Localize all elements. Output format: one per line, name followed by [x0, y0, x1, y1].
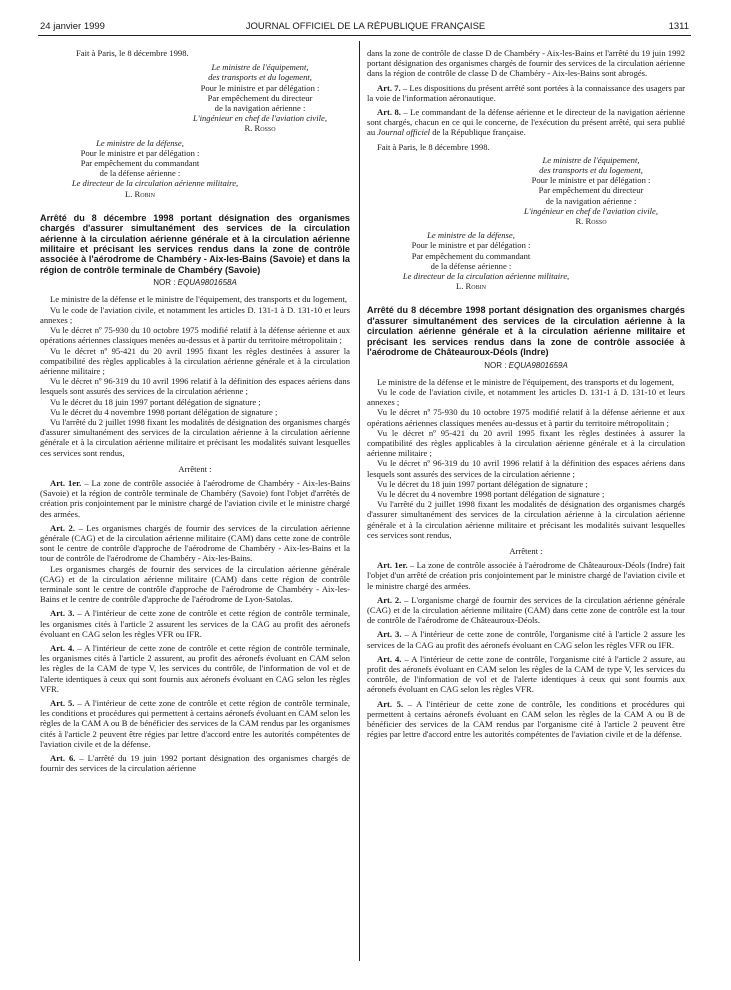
- article: Art. 6. – L'arrêté du 19 juin 1992 portant désignation des organismes chargés de fournir des services de la circulation aérienne: [40, 753, 351, 774]
- signature-line: Le ministre de l'équipement,: [542, 154, 640, 165]
- signature-block-defense: [367, 230, 685, 291]
- header-date: 24 janvier 1999: [40, 21, 105, 32]
- visa-item: Le ministre de la défense et le ministre de l'équipement, des transports et du logement,: [377, 376, 674, 387]
- articles-list: [367, 560, 685, 739]
- article: Art. 4. – A l'intérieur de cette zone de contrôle et cette région de contrôle terminale, les organismes cités à l'article 2 assurent, au profit des aéronefs évoluant en CAM selon les règles de la CAM de type V, les services du contrôle, de l'information de vol et de l'alerte identiques à ceux qui sont fournis aux aéronefs évoluant en CAG selon les règles VFR.: [40, 642, 351, 694]
- arretent: Arrêtent :: [509, 545, 543, 556]
- article: Art. 3. – A l'intérieur de cette zone de contrôle, l'organisme cité à l'article 2 assure les services de la CAG au profit des aéronefs évoluant en CAG selon les règles VFR ou IFR.: [367, 629, 686, 650]
- signature-line: Le ministre de la défense,: [427, 230, 515, 241]
- signatory-name: R. Rosso: [575, 216, 607, 227]
- page-header: [0, 0, 731, 40]
- signature-line: Pour le ministre et par délégation :: [531, 175, 651, 186]
- article: Art. 7. – Les dispositions du présent arrêté sont portées à la connaissance des usagers par la voie de l'information aéronautique.: [367, 82, 685, 103]
- signature-line: Le directeur de la circulation aérienne militaire,: [71, 178, 239, 189]
- signature-line: Par empêchement du directeur: [207, 92, 313, 103]
- page-number: 1311: [668, 21, 689, 32]
- signature-line: Le directeur de la circulation aérienne militaire,: [402, 271, 570, 282]
- articles-list: [40, 478, 350, 773]
- signature-line: Par empêchement du directeur: [538, 185, 644, 196]
- signature-line: L'ingénieur en chef de l'aviation civile,: [193, 113, 327, 124]
- article: Art. 5. – A l'intérieur de cette zone de contrôle et cette région de contrôle terminale, les conditions et procédures qui permettent à certains aéronefs évoluant en CAM selon les règles de la CAM A ou B de bénéficier des services de la CAM rendus par les organismes cités à l'article 2 peuvent être régies par lettre d'accord entre les autorités compétentes de l'aviation civile et de la défense.: [40, 698, 351, 749]
- visa-item: Vu le décret nº 95-421 du 20 avril 1995 fixant les règles destinées à assurer la compatibilité des règles applicables à la circulation aérienne générale et à la circulation aérienne militaire ;: [40, 345, 350, 376]
- article: Art. 3. – A l'intérieur de cette zone de contrôle et cette région de contrôle terminale, les organismes cités à l'article 2 assurent les services de la CAG au profit des aéronefs évoluant en CAG selon les règles VFR ou IFR.: [40, 608, 351, 639]
- article: Art. 1er. – La zone de contrôle associée à l'aérodrome de Châteauroux-Déols (Indre) fait l'objet d'un arrêté de création pris conjointement par le ministre chargé de l'aviation civile et le ministre chargé des armées.: [367, 560, 686, 591]
- signature-line: Par empêchement du commandant: [411, 250, 531, 261]
- article: Art. 2. – Les organismes chargés de fournir des services de la circulation aérienne générale (CAG) et de la circulation aérienne militaire (CAM) dans cette zone de contrôle sont le centre de contrôle d'approche de l'aérodrome de Chambéry - Aix-les-Bains et la tour de contrôle de l'aérodrome de Chambéry - Aix-les-Bains.: [40, 522, 350, 564]
- article: Art. 1er. – La zone de contrôle associée à l'aérodrome de Chambéry - Aix-les-Bains (Savoie) et la région de contrôle terminale de Chambéry (Savoie) font l'objet d'arrêtés de création pris conjointement par le ministre chargé de l'aviation civile et le ministre chargé des armées.: [40, 477, 351, 519]
- visa-item: Le ministre de la défense et le ministre de l'équipement, des transports et du logement,: [50, 294, 347, 305]
- visa-item: Vu l'arrêté du 2 juillet 1998 fixant les modalités de désignation des organismes chargés d'assurer simultanément des services de la circulation aérienne à la circulation aérienne générale et à la circulation aérienne militaire et précisant les modalités suivant lesquelles ces services sont rendus,: [367, 499, 685, 540]
- visa-item: Vu le code de l'aviation civile, et notamment les articles D. 131-1 à D. 131-10 et leurs annexes ;: [40, 304, 350, 325]
- signature-line: des transports et du logement,: [539, 165, 643, 176]
- visas-list: [367, 377, 685, 540]
- journal-title: JOURNAL OFFICIEL DE LA RÉPUBLIQUE FRANÇAISE: [245, 21, 486, 32]
- signatory-name: R. Rosso: [244, 123, 276, 134]
- column-divider: [359, 41, 360, 961]
- signature-line: Pour le ministre et par délégation :: [80, 147, 200, 158]
- signature-line: de la défense aérienne :: [99, 168, 181, 179]
- signature-block-defense: [40, 138, 350, 199]
- visa-item: Vu le décret nº 75-930 du 10 octobre 1975 modifié relatif à la défense aérienne et aux opérations aériennes classiques menées au-dessus et à partir du territoire métropolitain ;: [40, 325, 350, 346]
- visa-item: Vu le décret nº 95-421 du 20 avril 1995 fixant les règles destinées à assurer la compatibilité des règles applicables à la circulation aérienne générale et à la circulation aérienne militaire ;: [367, 427, 685, 459]
- signature-line: Pour le ministre et par délégation :: [411, 240, 531, 251]
- article-paragraph: Les organismes chargés de fournir des services de la circulation aérienne générale (CAG) et de la circulation aérienne militaire (CAM) dans cette région de contrôle terminale sont le centre de contrôle d'approche de l'aérodrome de Chambéry - Aix-les-Bains et le centre de contrôle d'approche de l'aérodrome de Lyon-Satolas.: [40, 563, 350, 605]
- signature-line: Le ministre de l'équipement,: [211, 62, 309, 73]
- visa-item: Vu le décret nº 96-319 du 10 avril 1996 relatif à la définition des espaces aériens dans lesquels sont assurés des services de la circulation aérienne ;: [367, 458, 685, 479]
- signatory-name: L. Robin: [125, 188, 155, 199]
- signature-line: de la navigation aérienne :: [545, 195, 637, 206]
- visa-item: Vu le code de l'aviation civile, et notamment les articles D. 131-1 à D. 131-10 et leurs annexes ;: [367, 386, 685, 408]
- visa-item: Vu le décret du 4 novembre 1998 portant délégation de signature ;: [50, 406, 278, 417]
- visa-item: Vu le décret du 18 juin 1997 portant délégation de signature ;: [50, 396, 261, 407]
- article: Art. 5. – A l'intérieur de cette zone de contrôle, les conditions et procédures qui permettent à certains aéronefs évoluant en CAM selon les règles de la CAM A ou B de bénéficier des services de la CAM rendus par l'organisme cité à l'article 2 peuvent être régies par lettre d'accord entre les autorités compétentes de l'aviation civile et de la défense.: [367, 698, 685, 740]
- visa-item: Vu l'arrêté du 2 juillet 1998 fixant les modalités de désignation des organismes chargés d'assurer simultanément des services de la circulation aérienne à la circulation aérienne générale et à la circulation aérienne militaire et précisant les modalités suivant lesquelles ces services sont rendus,: [40, 416, 350, 458]
- visa-item: Vu le décret du 18 juin 1997 portant délégation de signature ;: [377, 478, 588, 489]
- arretent: Arrêtent :: [178, 463, 212, 474]
- article: Art. 4. – A l'intérieur de cette zone de contrôle, l'organisme cité à l'article 2 assure, au profit des aéronefs évoluant en CAM selon les règles de la CAM de type V, les services du contrôle, de l'information de vol et de l'alerte identiques à ceux qui sont fournis aux aéronefs évoluant en CAG selon les règles VFR.: [367, 653, 685, 695]
- left-column: [40, 48, 350, 773]
- article: Art. 8. – Le commandant de la défense aérienne et le directeur de la navigation aérienne sont chargés, chacun en ce qui le concerne, de l'exécution du présent arrêté, qui sera publié au Journal officiel de la République française.: [367, 107, 686, 138]
- visa-item: Vu le décret du 4 novembre 1998 portant délégation de signature ;: [377, 488, 605, 499]
- visa-item: Vu le décret nº 96-319 du 10 avril 1996 relatif à la définition des espaces aériens dans lesquels sont assurés des services de la circulation aérienne ;: [40, 376, 350, 397]
- visas-list: [40, 294, 350, 457]
- right-column: [367, 48, 685, 739]
- article: Art. 2. – L'organisme chargé de fournir des services de la circulation aérienne générale (CAG) et de la circulation aérienne militaire (CAM) dans cette zone de contrôle est la tour de contrôle de l'aérodrome de Châteauroux-Déols.: [367, 594, 685, 626]
- header-rule: [38, 35, 691, 36]
- signature-block-equipement: [367, 155, 685, 226]
- visa-item: Vu le décret nº 75-930 du 10 octobre 1975 modifié relatif à la défense aérienne et aux opérations aériennes classiques menées au-dessus et à partir du territoire métropolitain ;: [367, 407, 685, 428]
- signature-line: de la navigation aérienne :: [214, 103, 306, 114]
- fait-a-paris: Fait à Paris, le 8 décembre 1998.: [377, 141, 490, 152]
- signature-line: Le ministre de la défense,: [96, 137, 184, 148]
- signature-line: Par empêchement du commandant: [80, 158, 200, 169]
- fait-a-paris: Fait à Paris, le 8 décembre 1998.: [76, 48, 189, 58]
- decree-heading: Arrêté du 8 décembre 1998 portant désignation des organismes chargés d'assurer simultanément des services de la circulation aérienne à la circulation aérienne générale et à la circulation aérienne militaire et précisant les services rendus dans la zone de contrôle associée à l'aérodrome de Chambéry - Aix-les-Bains (Savoie) et dans la région de contrôle terminale de Chambéry (Savoie): [40, 212, 350, 275]
- signature-line: L'ingénieur en chef de l'aviation civile,: [524, 205, 658, 216]
- signature-block-equipement: [40, 62, 350, 133]
- nor-reference: NOR : EQUA9801659A: [484, 360, 568, 370]
- signatory-name: L. Robin: [456, 281, 486, 292]
- article-continuation: dans la zone de contrôle de classe D de Chambéry - Aix-les-Bains et l'arrêté du 19 juin 1992 portant désignation des organismes chargés de fournir des services de la circulation aérienne dans la région de contrôle de classe D de Chambéry - Aix-les-Bains sont abrogés.: [367, 48, 685, 79]
- signature-line: Pour le ministre et par délégation :: [200, 82, 320, 93]
- nor-reference: NOR : EQUA9801658A: [153, 278, 237, 288]
- decree-heading: Arrêté du 8 décembre 1998 portant désignation des organismes chargés d'assurer simultanément des services de la circulation aérienne à la circulation aérienne générale et à la circulation aérienne militaire et précisant les services rendus dans la zone de contrôle associée à l'aérodrome de Châteauroux-Déols (Indre): [367, 305, 685, 358]
- signature-line: des transports et du logement,: [208, 72, 312, 83]
- signature-line: de la défense aérienne :: [430, 260, 512, 271]
